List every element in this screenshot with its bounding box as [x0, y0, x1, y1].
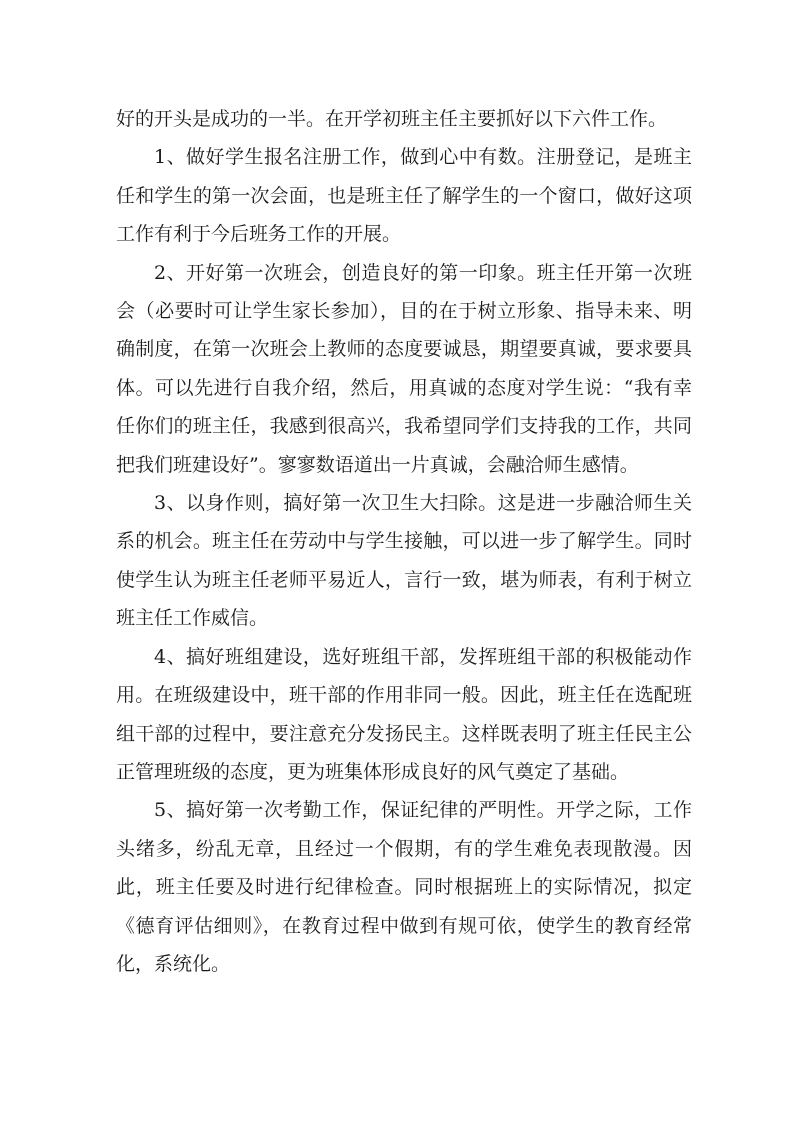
paragraph-item-3: 3、以身作则，搞好第一次卫生大扫除。这是进一步融洽师生关系的机会。班主任在劳动中与学生接触，可以进一步了解学生。同时使学生认为班主任老师平易近人，言行一致，堪为师表，有利于树立班主任工作威信。 — [116, 492, 692, 630]
paragraph-item-4: 4、搞好班组建设，选好班组干部，发挥班组干部的积极能动作用。在班级建设中，班干部的作用非同一般。因此，班主任在选配班组干部的过程中，要注意充分发扬民主。这样既表明了班主任民主公正管理班级的态度，更为班集体形成良好的风气奠定了基础。 — [116, 645, 692, 783]
paragraph-intro: 好的开头是成功的一半。在开学初班主任主要抓好以下六件工作。 — [116, 108, 668, 130]
paragraph-item-2: 2、开好第一次班会，创造良好的第一印象。班主任开第一次班会（必要时可让学生家长参加），目的在于树立形象、指导未来、明确制度，在第一次班会上教师的态度要诚恳，期望要真诚，要求要具体。可以先进行自我介绍，然后，用真诚的态度对学生说：“我有幸任你们的班主任，我感到很高兴，我希望同学们支持我的工作，共同把我们班建设好”。寥寥数语道出一片真诚，会融洽师生感情。 — [116, 261, 692, 476]
paragraph-item-1: 1、做好学生报名注册工作，做到心中有数。注册登记，是班主任和学生的第一次会面，也是班主任了解学生的一个窗口，做好这项工作有利于今后班务工作的开展。 — [116, 146, 692, 246]
paragraph-item-5: 5、搞好第一次考勤工作，保证纪律的严明性。开学之际，工作头绪多，纷乱无章，且经过一个假期，有的学生难免表现散漫。因此，班主任要及时进行纪律检查。同时根据班上的实际情况，拟定《德育评估细则》，在教育过程中做到有规可依，使学生的教育经常化，系统化。 — [116, 799, 692, 975]
document-body — [116, 100, 692, 983]
